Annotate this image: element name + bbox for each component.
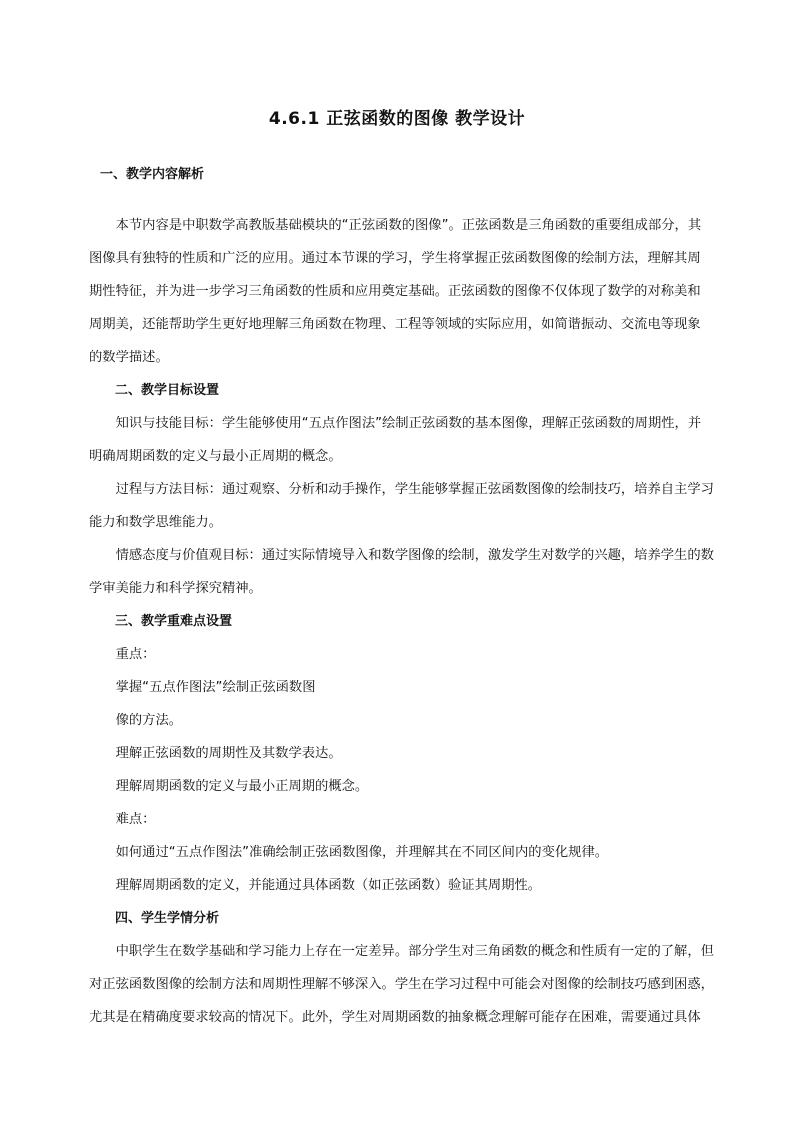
paragraph-line: 中职学生在数学基础和学习能力上存在一定差异。部分学生对三角函数的概念和性质有一定的了解，但: [115, 944, 714, 959]
difficulty-item: 如何通过“五点作图法”准确绘制正弦函数图像，并理解其在不同区间内的变化规律。: [115, 845, 609, 860]
key-item: 理解周期函数的定义与最小正周期的概念。: [115, 779, 369, 794]
paragraph-line: 本节内容是中职数学高教版基础模块的“正弦函数的图像”。正弦函数是三角函数的重要组成部分，其: [115, 218, 702, 233]
section-heading-content: [100, 158, 734, 191]
difficulty-label: 难点：: [115, 812, 156, 827]
paragraph-line: 的数学描述。: [89, 350, 169, 365]
key-item: 理解正弦函数的周期性及其数学表达。: [115, 746, 342, 761]
paragraph-line: 尤其是在精确度要求较高的情况下。此外，学生对周期函数的抽象概念理解可能存在困难，需要通过具体: [89, 1010, 701, 1025]
section-heading: 一、教学内容解析: [100, 167, 205, 182]
section-objectives: [89, 374, 723, 605]
key-label: 重点：: [115, 647, 156, 662]
section-heading: 二、教学目标设置: [115, 383, 220, 398]
section-key-points: [89, 605, 723, 902]
section-student-analysis: [89, 902, 723, 1034]
key-item: 像的方法。: [115, 713, 183, 728]
paragraph-line: 过程与方法目标：通过观察、分析和动手操作，学生能够掌握正弦函数图像的绘制技巧，培养自主学习: [115, 482, 714, 497]
paragraph-line: 明确周期函数的定义与最小正周期的概念。: [89, 449, 342, 464]
section-heading: 四、学生学情分析: [115, 911, 220, 926]
section-content-analysis: [89, 209, 723, 374]
paragraph-line: 知识与技能目标：学生能够使用“五点作图法”绘制正弦函数的基本图像，理解正弦函数的周期性，并: [115, 416, 702, 431]
document-title: 4.6.1 正弦函数的图像 教学设计: [268, 109, 526, 129]
paragraph-line: 对正弦函数图像的绘制方法和周期性理解不够深入。学生在学习过程中可能会对图像的绘制技巧感到困惑，: [89, 977, 714, 992]
paragraph-line: 能力和数学思维能力。: [89, 515, 222, 530]
paragraph-line: 期性特征，并为进一步学习三角函数的性质和应用奠定基础。正弦函数的图像不仅体现了数学的对称美和: [89, 284, 701, 299]
key-item: 掌握“五点作图法”绘制正弦函数图: [115, 680, 316, 695]
paragraph-line: 周期美，还能帮助学生更好地理解三角函数在物理、工程等领域的实际应用，如简谐振动、交流电等现象: [89, 317, 701, 332]
difficulty-item: 理解周期函数的定义，并能通过具体函数（如正弦函数）验证其周期性。: [115, 878, 542, 893]
paragraph-line: 学审美能力和科学探究精神。: [89, 581, 262, 596]
section-heading: 三、教学重难点设置: [115, 614, 233, 629]
paragraph-line: 情感态度与价值观目标：通过实际情境导入和数学图像的绘制，激发学生对数学的兴趣，培养学生的数: [115, 548, 714, 563]
paragraph-line: 图像具有独特的性质和广泛的应用。通过本节课的学习，学生将掌握正弦函数图像的绘制方法，理解其周: [89, 251, 701, 266]
